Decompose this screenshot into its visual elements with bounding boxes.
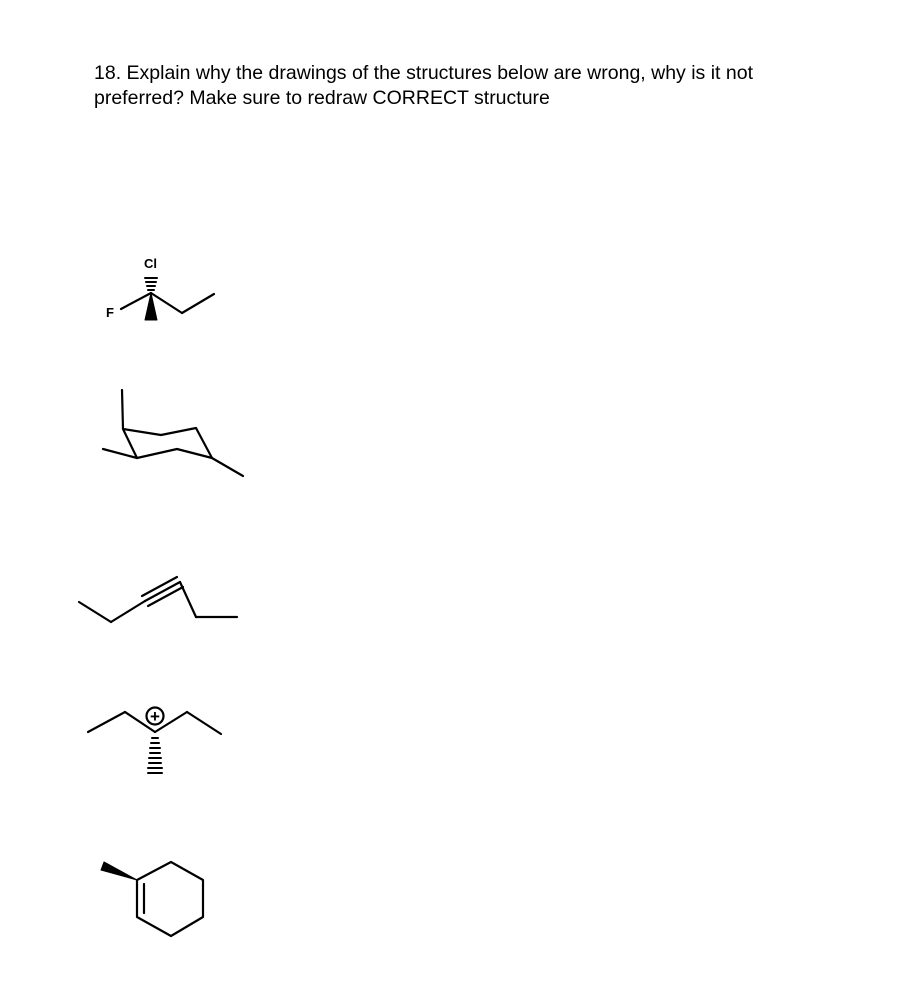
cyclohexene-ring bbox=[137, 862, 203, 936]
positive-charge-sign: + bbox=[150, 707, 160, 726]
fluorine-label: F bbox=[106, 305, 114, 320]
chlorine-label: Cl bbox=[144, 256, 157, 271]
question-line-1: 18. Explain why the drawings of the structures below are wrong, why is it not bbox=[94, 62, 753, 84]
question-line-2: preferred? Make sure to redraw CORRECT structure bbox=[94, 87, 550, 109]
methyl-wedge bbox=[101, 862, 137, 880]
